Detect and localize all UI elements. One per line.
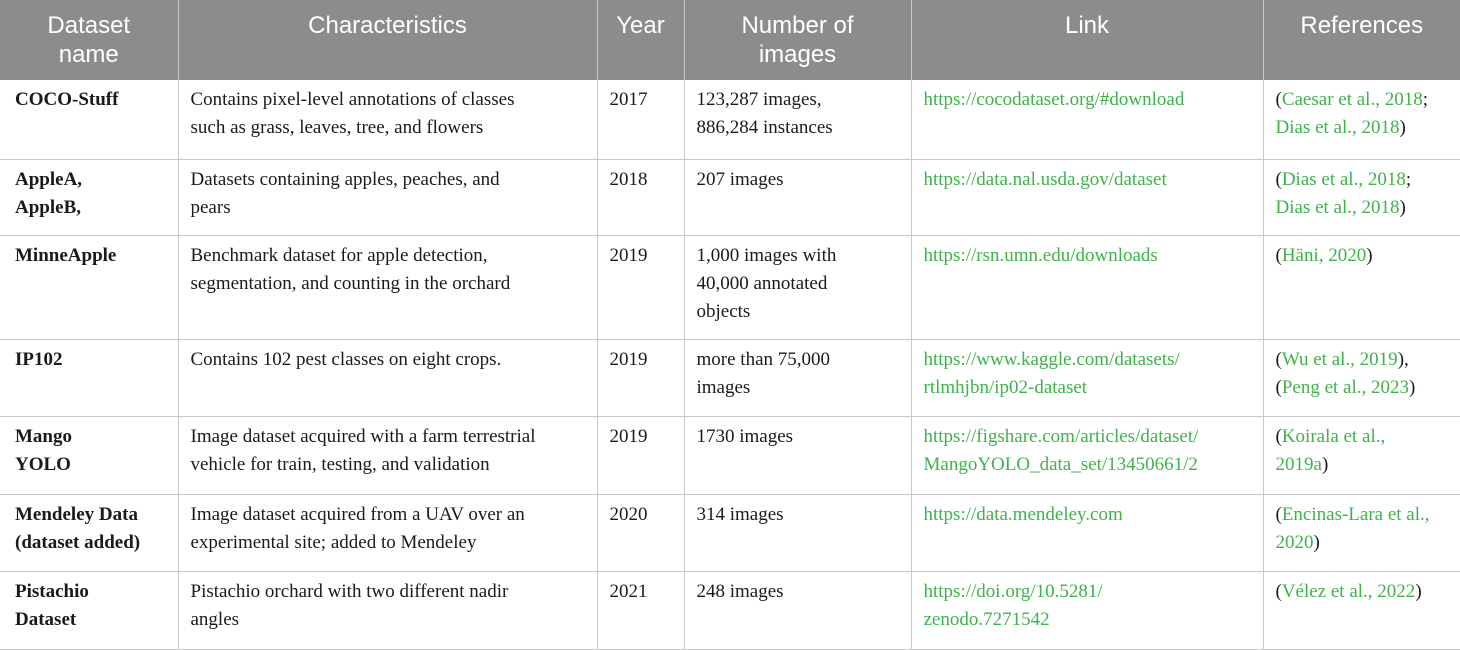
link-cell[interactable] [911,494,1263,571]
characteristics-cell [178,159,597,235]
header-references: References [1263,0,1460,80]
link-cell[interactable] [911,80,1263,159]
number-of-images-cell [684,339,911,416]
link-cell-text[interactable]: https://figshare.com/articles/dataset/ [923,425,1199,447]
reference-link[interactable]: Dias et al., 2018 [1275,117,1400,138]
reference-open-punct: ( [1275,168,1282,190]
number-of-images-cell-text: 1,000 images with [696,244,837,266]
year-cell [597,339,684,416]
number-of-images-cell [684,159,911,235]
dataset-name-cell [0,339,178,416]
link-cell-text[interactable]: zenodo.7271542 [923,608,1050,630]
reference-link[interactable]: Peng et al., 2023 [1281,376,1410,398]
characteristics-cell [178,339,597,416]
reference-line [1276,578,1449,606]
characteristics-cell-text: Contains pixel-level annotations of classes [190,89,515,110]
reference-link[interactable]: 2020 [1275,531,1314,553]
reference-line [1276,86,1449,114]
link-cell[interactable] [911,235,1263,339]
year-cell-text: 2020 [609,503,648,525]
year-cell-text: 2017 [609,89,648,110]
year-cell [597,571,684,649]
header-year: Year [597,0,684,80]
reference-open-punct: ( [1275,425,1282,447]
header-row [0,0,1460,80]
link-cell[interactable] [911,416,1263,494]
number-of-images-cell-text: 314 images [696,503,784,525]
dataset-name-cell [0,416,178,494]
reference-line [1276,166,1449,194]
reference-open-punct: ( [1275,244,1282,266]
year-cell-text: 2019 [609,425,648,447]
number-of-images-cell-text: 248 images [696,580,784,602]
dataset-name-cell-text: IP102 [15,348,63,370]
link-cell-text[interactable]: https://cocodataset.org/#download [923,89,1185,110]
references-cell [1263,494,1460,571]
number-of-images-cell-text: 886,284 instances [696,117,833,138]
reference-line [1276,194,1449,222]
dataset-name-cell-text: MinneApple [15,244,117,266]
link-cell[interactable] [911,159,1263,235]
reference-open-punct: ( [1275,503,1282,525]
number-of-images-cell-text: images [696,376,751,398]
reference-close-punct: ; [1422,89,1428,110]
reference-close-punct: ; [1405,168,1412,190]
link-cell-text[interactable]: MangoYOLO_data_set/13450661/2 [923,453,1198,475]
number-of-images-cell-text: 207 images [696,168,784,190]
characteristics-cell-text: Datasets containing apples, peaches, and [190,168,500,190]
dataset-name-cell [0,80,178,159]
reference-line [1276,451,1449,479]
dataset-name-cell-text: Pistachio [15,580,89,602]
reference-close-punct: ) [1415,580,1422,602]
table-body [0,80,1460,649]
reference-link[interactable]: Encinas-Lara et al., [1281,503,1430,525]
number-of-images-cell-text: more than 75,000 [696,348,831,370]
reference-link[interactable]: Häni, 2020 [1281,244,1367,266]
reference-close-punct: ) [1399,117,1406,138]
references-cell [1263,416,1460,494]
characteristics-cell-text: vehicle for train, testing, and validation [190,453,490,475]
characteristics-cell-text: angles [190,608,240,630]
reference-line [1276,374,1449,402]
number-of-images-cell [684,80,911,159]
characteristics-cell-text: pears [190,196,231,218]
table-header [0,0,1460,80]
link-cell[interactable] [911,571,1263,649]
characteristics-cell-text: Contains 102 pest classes on eight crops. [190,348,502,370]
link-cell-text[interactable]: https://data.nal.usda.gov/dataset [923,168,1167,190]
dataset-name-cell-text: Mango [15,425,72,447]
year-cell [597,235,684,339]
number-of-images-cell-text: objects [696,300,751,322]
number-of-images-cell [684,494,911,571]
characteristics-cell [178,571,597,649]
characteristics-cell-text: Pistachio orchard with two different nadir [190,580,509,602]
reference-line [1276,242,1449,270]
link-cell-text[interactable]: https://www.kaggle.com/datasets/ [923,348,1180,370]
characteristics-cell [178,80,597,159]
dataset-name-cell-text: (dataset added) [15,531,141,553]
reference-link[interactable]: Koirala et al., [1281,425,1386,447]
characteristics-cell-text: such as grass, leaves, tree, and flowers [190,117,484,138]
header-number-of-images: Number of images [684,0,911,80]
number-of-images-cell [684,571,911,649]
link-cell-text[interactable]: https://doi.org/10.5281/ [923,580,1103,602]
reference-link[interactable]: Dias et al., 2018 [1281,168,1406,190]
link-cell-text[interactable]: https://data.mendeley.com [923,503,1123,525]
number-of-images-cell-text: 40,000 annotated [696,272,828,294]
characteristics-cell-text: Image dataset acquired from a UAV over an [190,503,525,525]
dataset-name-cell-text: Mendeley Data [15,503,138,525]
header-link: Link [911,0,1263,80]
reference-close-punct: ) [1399,196,1406,218]
reference-open-punct: ( [1275,580,1282,602]
characteristics-cell [178,235,597,339]
header-characteristics: Characteristics [178,0,597,80]
reference-line [1276,423,1449,451]
table-row [0,494,1460,571]
year-cell-text: 2019 [609,348,648,370]
link-cell-text[interactable]: rtlmhjbn/ip02-dataset [923,376,1088,398]
link-cell-text[interactable]: https://rsn.umn.edu/downloads [923,244,1158,266]
characteristics-cell-text: Image dataset acquired with a farm terrestrial [190,425,536,447]
reference-link[interactable]: Wu et al., 2019 [1281,348,1398,370]
link-cell[interactable] [911,339,1263,416]
dataset-name-cell [0,159,178,235]
year-cell-text: 2018 [609,168,648,190]
header-dataset-name: Dataset name [0,0,178,80]
dataset-name-cell [0,571,178,649]
characteristics-cell [178,416,597,494]
references-cell [1263,159,1460,235]
references-cell [1263,339,1460,416]
characteristics-cell [178,494,597,571]
reference-link[interactable]: 2019a [1275,453,1322,475]
reference-open-punct: ( [1275,376,1282,398]
reference-line [1276,501,1449,529]
number-of-images-cell-text: 123,287 images, [696,89,822,110]
year-cell [597,80,684,159]
year-cell-text: 2021 [609,580,648,602]
year-cell [597,416,684,494]
table-row [0,339,1460,416]
dataset-name-cell-text: Dataset [15,608,77,630]
dataset-name-cell-text: COCO-Stuff [15,89,119,110]
reference-close-punct: ) [1313,531,1320,553]
dataset-name-cell-text: AppleB, [15,196,81,218]
reference-link[interactable]: Dias et al., 2018 [1275,196,1400,218]
reference-close-punct: ) [1409,376,1416,398]
table-row [0,80,1460,159]
table-row [0,571,1460,649]
year-cell-text: 2019 [609,244,648,266]
table-row [0,159,1460,235]
number-of-images-cell [684,416,911,494]
dataset-name-cell-text: AppleA, [15,168,83,190]
reference-line [1276,114,1449,142]
table-row [0,235,1460,339]
dataset-name-cell-text: YOLO [15,453,71,475]
references-cell [1263,80,1460,159]
number-of-images-cell-text: 1730 images [696,425,794,447]
characteristics-cell-text: segmentation, and counting in the orchard [190,272,511,294]
reference-link[interactable]: Vélez et al., 2022 [1281,580,1416,602]
reference-close-punct: ) [1366,244,1373,266]
year-cell [597,494,684,571]
references-cell [1263,571,1460,649]
reference-line [1276,529,1449,557]
characteristics-cell-text: Benchmark dataset for apple detection, [190,244,488,266]
table-row [0,416,1460,494]
dataset-name-cell [0,494,178,571]
reference-open-punct: ( [1275,89,1282,110]
dataset-name-cell [0,235,178,339]
number-of-images-cell [684,235,911,339]
reference-link[interactable]: Caesar et al., 2018 [1281,89,1423,110]
reference-open-punct: ( [1275,348,1282,370]
reference-line [1276,346,1449,374]
reference-close-punct: ) [1321,453,1329,475]
characteristics-cell-text: experimental site; added to Mendeley [190,531,477,553]
references-cell [1263,235,1460,339]
year-cell [597,159,684,235]
reference-close-punct: ), [1397,348,1409,370]
